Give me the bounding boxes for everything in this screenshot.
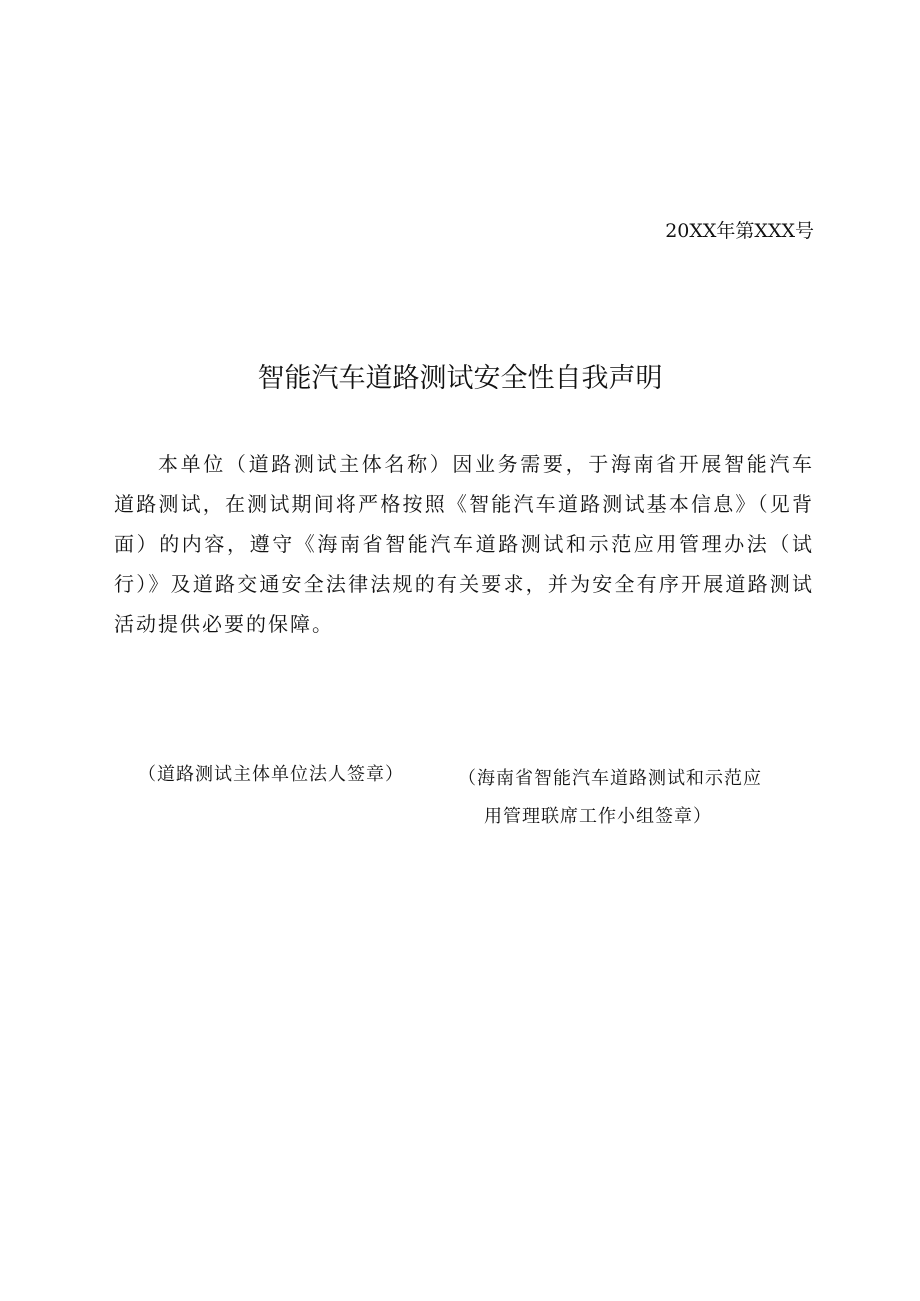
signature-test-entity: （道路测试主体单位法人签章） bbox=[138, 764, 404, 785]
document-title: 智能汽车道路测试安全性自我声明 bbox=[257, 363, 663, 394]
declaration-body: 本单位（道路测试主体名称）因业务需要，于海南省开展智能汽车道路测试，在测试期间将严格按照《智能汽车道路测试基本信息》（见背面）的内容，遵守《海南省智能汽车道路测试和示范应用管理办法（试行）》及道路交通安全法律法规的有关要求，并为安全有序开展道路测试活动提供必要的保障。 bbox=[114, 452, 814, 636]
document-number: 20XX年第XXX号 bbox=[665, 220, 814, 242]
signature-working-group-line-2: 用管理联席工作小组签章） bbox=[484, 806, 712, 827]
signature-working-group bbox=[458, 760, 818, 836]
signature-working-group-line-1: （海南省智能汽车道路测试和示范应 bbox=[458, 768, 762, 789]
